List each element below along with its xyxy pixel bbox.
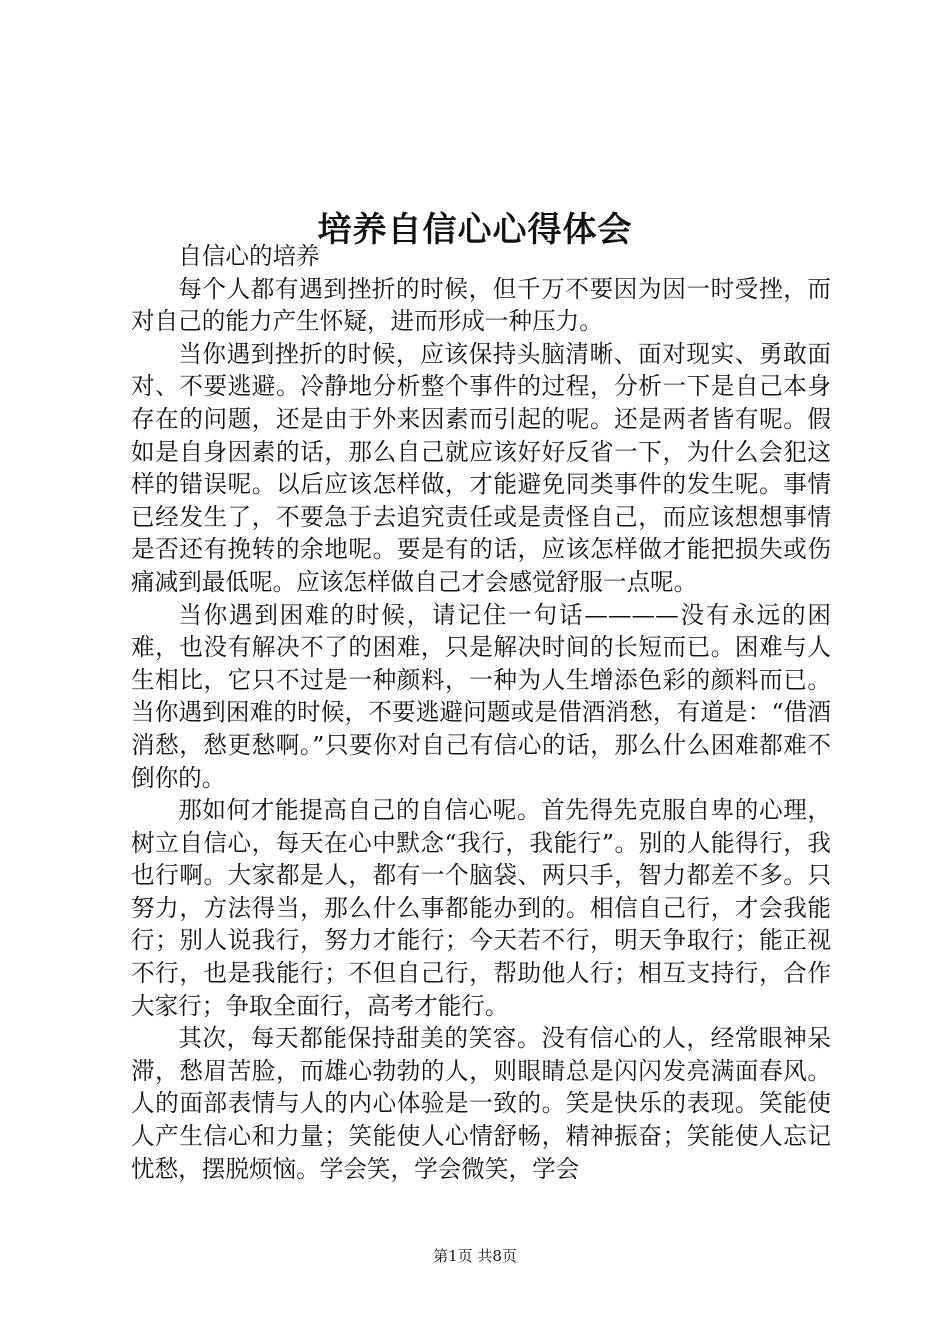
paragraph: 当你遇到困难的时候，请记住一句话————没有永远的困难，也没有解决不了的困难，只是解决时间的长短而已。困难与人生相比，它只不过是一种颜料，一种为人生增添色彩的颜料而已。当你遇到困难的时候，不要逃避问题或是借酒消愁，有道是：“借酒消愁，愁更愁啊。”只要你对自己有信心的话，那么什么困难都难不倒你的。: [131, 600, 831, 792]
document-body: [131, 240, 831, 1185]
document-title: 培养自信心心得体会: [317, 209, 633, 250]
paragraph: 每个人都有遇到挫折的时候，但千万不要因为因一时受挫，而对自己的能力产生怀疑，进而形成一种压力。: [131, 274, 831, 336]
paragraph: 当你遇到挫折的时候，应该保持头脑清晰、面对现实、勇敢面对、不要逃避。冷静地分析整个事件的过程，分析一下是自己本身存在的问题，还是由于外来因素而引起的呢。还是两者皆有呢。假如是自身因素的话，那么自己就应该好好反省一下，为什么会犯这样的错误呢。以后应该怎样做，才能避免同类事件的发生呢。事情已经发生了，不要急于去追究责任或是责怪自己，而应该想想事情是否还有挽转的余地呢。要是有的话，应该怎样做才能把损失或伤痛减到最低呢。应该怎样做自己才会感觉舒服一点呢。: [131, 339, 831, 596]
page-number-footer: 第1页 共8页: [433, 1247, 517, 1265]
paragraph: 其次，每天都能保持甜美的笑容。没有信心的人，经常眼神呆滞，愁眉苦脸，而雄心勃勃的人，则眼睛总是闪闪发亮满面春风。人的面部表情与人的内心体验是一致的。笑是快乐的表现。笑能使人产生信心和力量；笑能使人心情舒畅，精神振奋；笑能使人忘记忧愁，摆脱烦恼。学会笑，学会微笑，学会: [131, 1024, 831, 1183]
paragraph: 那如何才能提高自己的自信心呢。首先得先克服自卑的心理，树立自信心，每天在心中默念“我行，我能行”。别的人能得行，我也行啊。大家都是人，都有一个脑袋、两只手，智力都差不多。只努力，方法得当，那么什么事都能办到的。相信自己行，才会我能行；别人说我行，努力才能行；今天若不行，明天争取行；能正视不行，也是我能行；不但自己行，帮助他人行；相互支持行，合作大家行；争取全面行，高考才能行。: [131, 796, 831, 1020]
paragraph: 自信心的培养: [178, 242, 320, 270]
